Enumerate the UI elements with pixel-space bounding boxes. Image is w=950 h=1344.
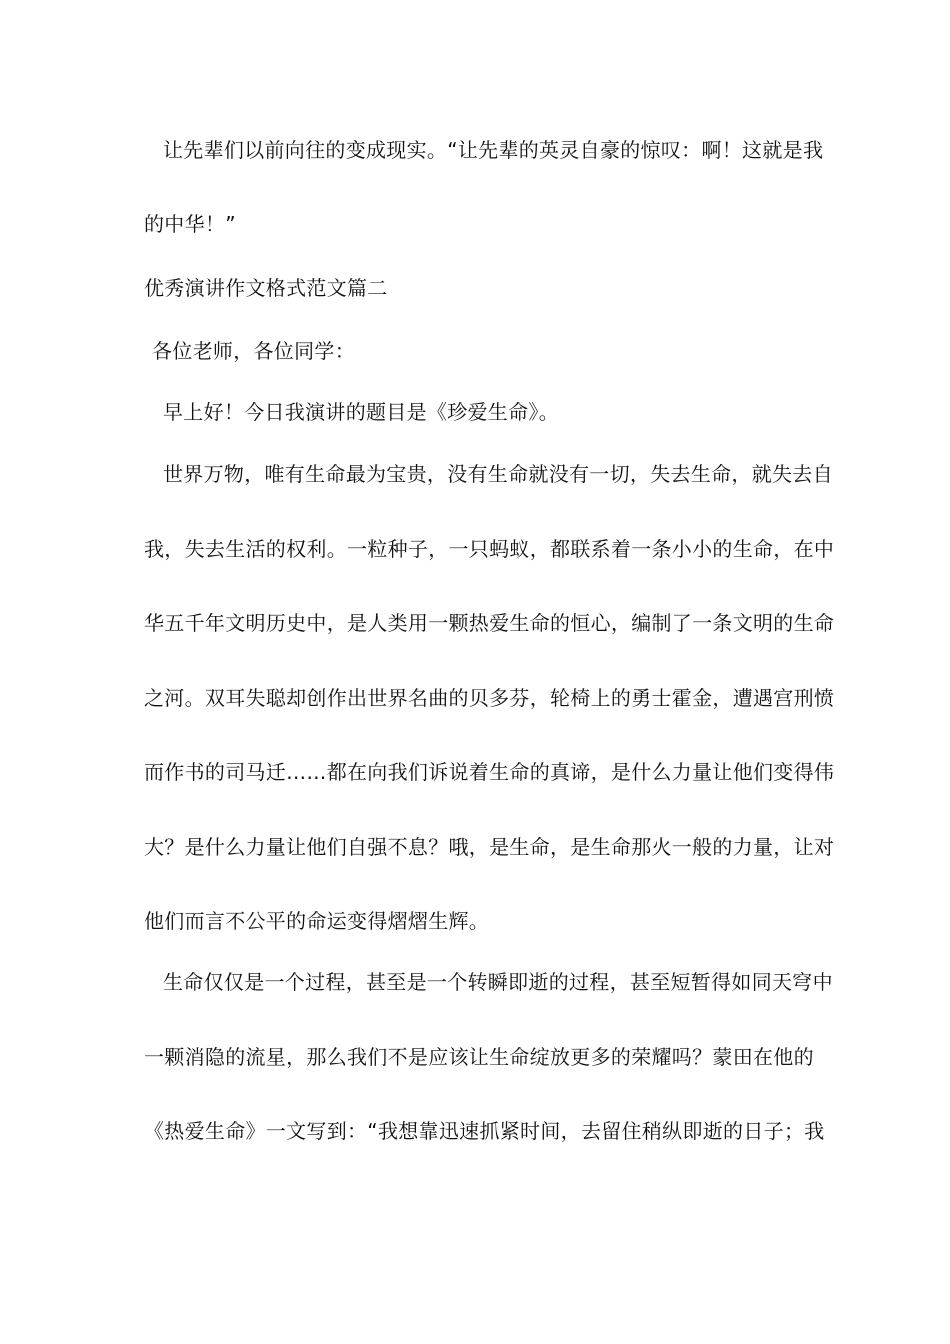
salutation-line: 各位老师，各位同学：: [152, 339, 355, 363]
paragraph-line: 世界万物，唯有生命最为宝贵，没有生命就没有一切，失去生命，就失去自: [163, 462, 833, 486]
paragraph-line: 大？是什么力量让他们自强不息？哦，是生命，是生命那火一般的力量，让对: [144, 835, 835, 859]
paragraph-line: 而作书的司马迁……都在向我们诉说着生命的真谛，是什么力量让他们变得伟: [144, 760, 835, 784]
paragraph-line: 我，失去生活的权利。一粒种子，一只蚂蚁，都联系着一条小小的生命，在中: [144, 537, 835, 561]
paragraph-line: 华五千年文明历史中，是人类用一颗热爱生命的恒心，编制了一条文明的生命: [144, 611, 835, 635]
paragraph-line: 生命仅仅是一个过程，甚至是一个转瞬即逝的过程，甚至短暂得如同天穹中: [163, 970, 833, 994]
section-heading: 优秀演讲作文格式范文篇二: [144, 276, 388, 300]
paragraph-line: 的中华！”: [144, 212, 236, 236]
paragraph-line: 他们而言不公平的命运变得熠熠生辉。: [144, 909, 490, 933]
paragraph-line: 让先辈们以前向往的变成现实。“让先辈的英灵自豪的惊叹：啊！这就是我: [163, 138, 824, 162]
paragraph-line: 《热爱生命》一文写到：“我想靠迅速抓紧时间，去留住稍纵即逝的日子；我: [144, 1119, 825, 1143]
paragraph-line: 早上好！今日我演讲的题目是《珍爱生命》。: [163, 400, 559, 424]
paragraph-line: 之河。双耳失聪却创作出世界名曲的贝多芬，轮椅上的勇士霍金，遭遇宫刑愤: [144, 686, 835, 710]
paragraph-line: 一颗消隐的流星，那么我们不是应该让生命绽放更多的荣耀吗？蒙田在他的: [144, 1045, 814, 1069]
